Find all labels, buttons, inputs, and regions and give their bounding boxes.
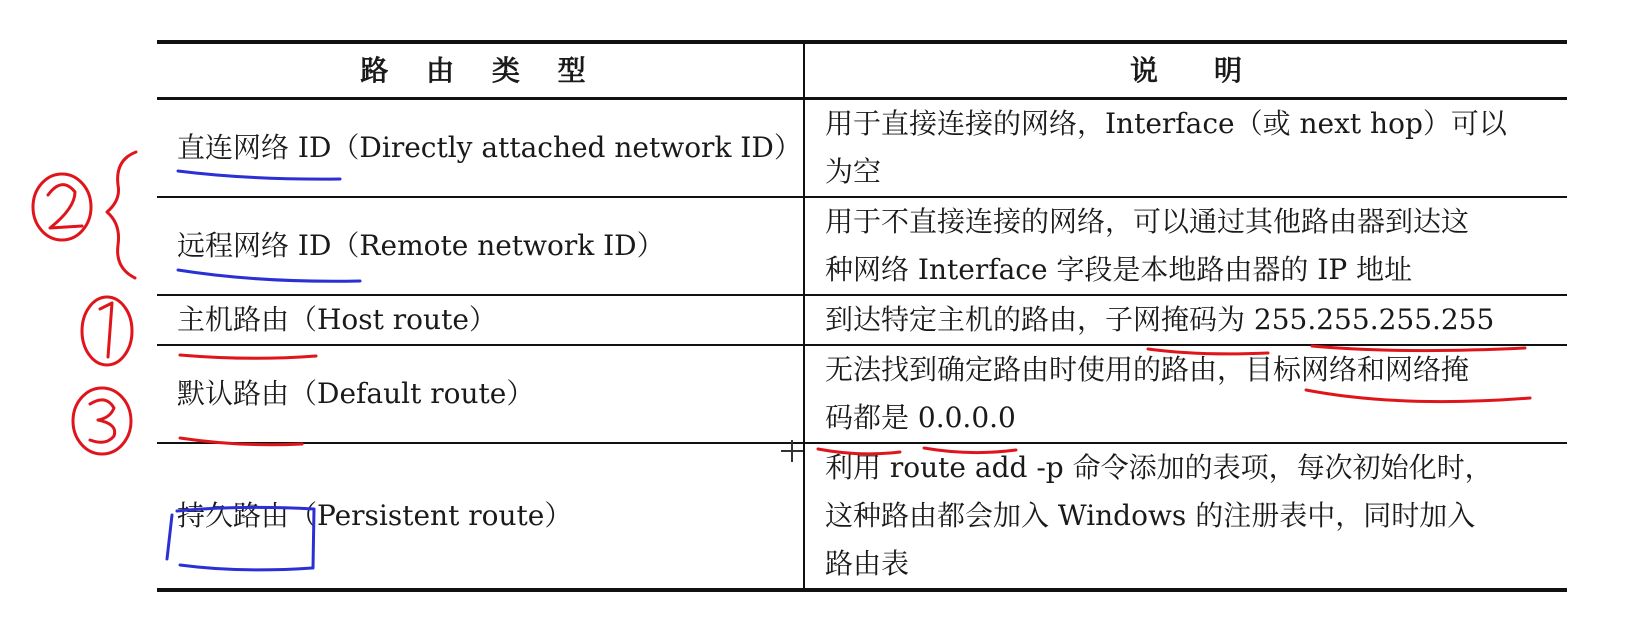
table-row (157, 197, 1567, 295)
description-cell (804, 197, 1567, 295)
table-row (157, 295, 1567, 345)
table-header-row (157, 42, 1567, 99)
description-cell (804, 99, 1567, 198)
header-description: 说 明 (804, 42, 1567, 99)
table-row (157, 345, 1567, 443)
route-type-cell: 持久路由（Persistent route） (177, 499, 573, 532)
description-line: 利用 route add -p 命令添加的表项，每次初始化时， (825, 451, 1493, 484)
description-line: 用于直接连接的网络，Interface（或 next hop）可以 (825, 107, 1507, 140)
crosshair-cursor-icon (781, 440, 803, 462)
description-cell (804, 443, 1567, 590)
route-type-cell: 默认路由（Default route） (177, 377, 535, 410)
red-number-circle (82, 297, 132, 365)
route-type-cell: 主机路由（Host route） (177, 303, 497, 336)
red-number-circle (73, 388, 131, 454)
description-line: 到达特定主机的路由，子网掩码为 255.255.255.255 (825, 303, 1495, 336)
description-cell (804, 345, 1567, 443)
table-row (157, 99, 1567, 198)
description-line: 为空 (825, 155, 882, 188)
red-number-digit (100, 303, 112, 357)
description-line: 这种路由都会加入 Windows 的注册表中，同时加入 (825, 499, 1476, 532)
route-type-cell: 远程网络 ID（Remote network ID） (177, 229, 665, 262)
route-type-cell: 直连网络 ID（Directly attached network ID） (177, 131, 802, 164)
red-number-digit (90, 400, 115, 442)
red-number-circle (33, 174, 91, 240)
description-line: 无法找到确定路由时使用的路由，目标网络和网络掩 (825, 353, 1470, 386)
table-row (157, 443, 1567, 590)
red-number-digit (48, 185, 82, 228)
description-line: 用于不直接连接的网络，可以通过其他路由器到达这 (825, 205, 1470, 238)
red-brace (107, 152, 136, 278)
route-type-table (157, 40, 1567, 592)
description-cell (804, 295, 1567, 345)
description-line: 码都是 0.0.0.0 (825, 401, 1016, 434)
description-line: 路由表 (825, 547, 910, 580)
description-line: 种网络 Interface 字段是本地路由器的 IP 地址 (825, 253, 1413, 286)
header-route-type: 路 由 类 型 (360, 53, 600, 87)
